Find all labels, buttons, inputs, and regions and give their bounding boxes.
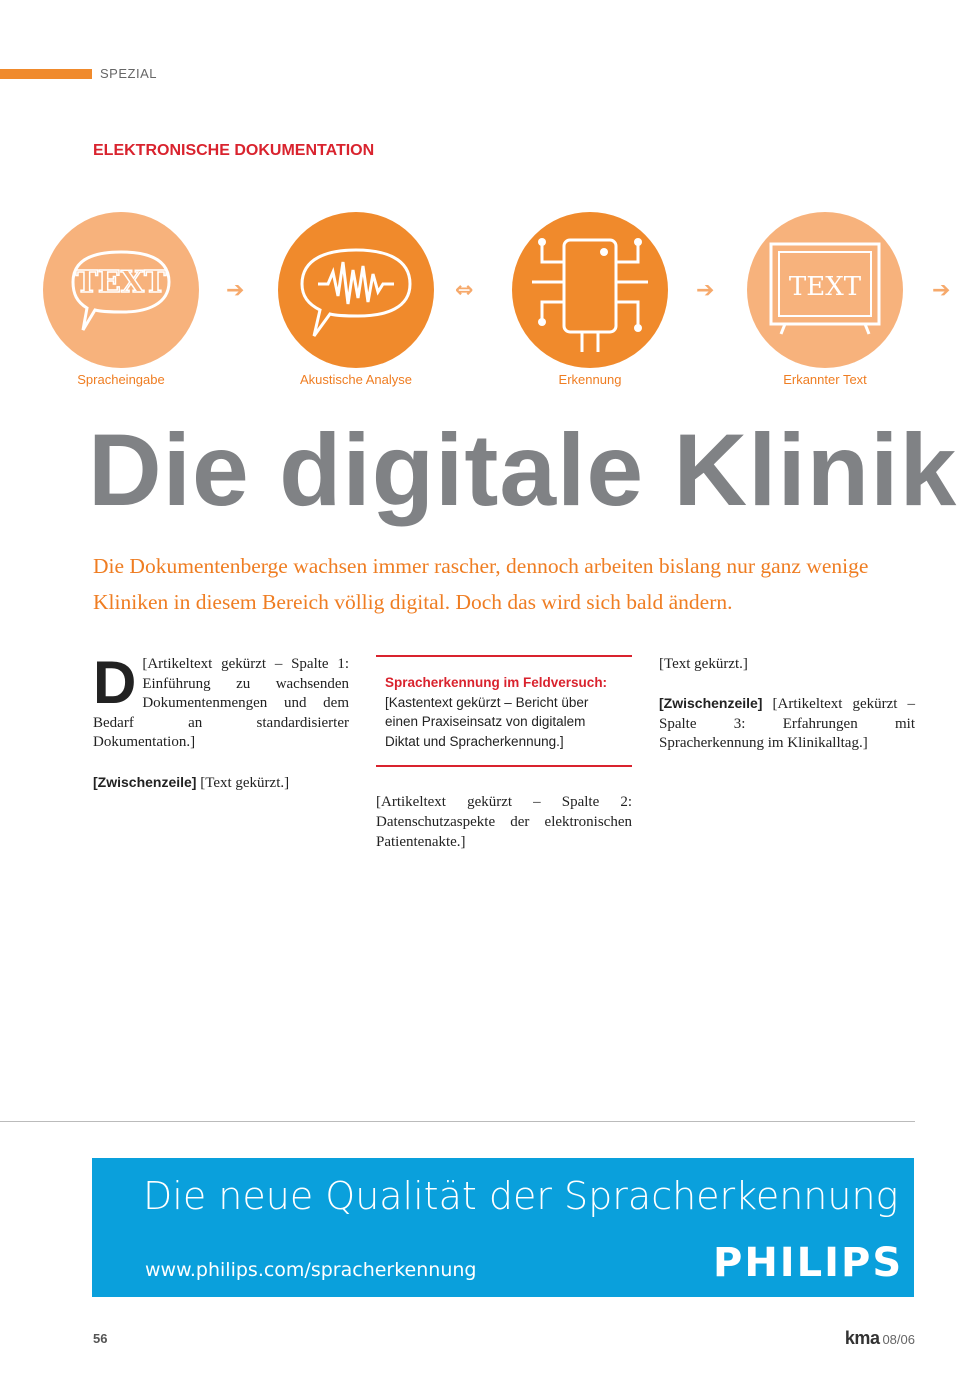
circuit-chip-icon [512,212,668,368]
icon-text-text: TEXT [788,272,862,302]
article-kicker: ELEKTRONISCHE DOKUMENTATION [93,142,375,159]
ad-title: Die neue Qualität der Spracherkennung [143,1174,899,1218]
icon-text-text: TEXT [75,265,167,300]
arrow-right-icon: ➔ [226,278,245,303]
paragraph: [Text gekürzt.] [200,774,290,791]
article-headline: Die digitale Klinik [88,413,958,527]
arrow-right-icon: ➔ [696,278,715,303]
step-label: Erkennung [558,372,622,387]
brand-logo: PHILIPS [713,1240,904,1286]
section-tag: SPEZIAL [100,66,157,81]
step-akustische-analyse [276,212,436,392]
drop-cap: D [93,649,137,716]
speech-recognition-diagram [0,212,975,392]
paragraph-lead-in: [Zwischenzeile] [93,773,197,790]
monitor-text-icon [747,212,903,368]
paragraph: [Artikeltext gekürzt – Spalte 2: Datenschutzaspekte der elektronischen Patientenakte.] [376,794,632,850]
issue-info [845,1328,915,1349]
sidebar-body: [Kastentext gekürzt – Bericht über einen Praxiseinsatz von digitalem Diktat und Spracherkennung.] [385,694,589,749]
paragraph-lead-in: [Zwischenzeile] [659,695,763,712]
article-column-3 [659,655,915,774]
speech-bubble-text-icon [43,212,199,368]
article-standfirst: Die Dokumentenberge wachsen immer rascher, dennoch arbeiten bislang nur ganz wenige Kliniken in diesem Bereich völlig digital. Doch das wird sich bald ändern. [93,554,869,614]
divider [0,1121,915,1122]
arrow-bidirectional-icon: ⇔ [455,278,474,303]
paragraph: [Artikeltext gekürzt – Spalte 3: Erfahrungen mit Spracherkennung im Klinikalltag.] [659,696,915,752]
paragraph: [Artikeltext gekürzt – Spalte 1: Einführung zu wachsenden Dokumentenmengen und dem Bedarf an standardisierter Dokumentation.] [93,656,349,751]
section-color-bar [0,69,92,79]
article-column-1 [93,649,349,813]
magazine-logo: kma [844,1328,880,1348]
paragraph: [Text gekürzt.] [659,656,748,672]
step-erkennung [510,212,670,392]
issue-number: 08/06 [882,1332,915,1347]
ad-banner[interactable] [92,1158,914,1297]
article-column-2 [376,655,632,872]
step-label: Erkannter Text [783,372,867,387]
arrow-right-icon: ➔ [932,278,951,303]
ad-url-link[interactable]: www.philips.com/spracherkennung [145,1259,477,1281]
page-number: 56 [93,1331,108,1346]
step-label: Akustische Analyse [299,372,412,387]
sidebar-box [376,655,632,767]
speech-bubble-waveform-icon [278,212,434,368]
step-spracheingabe [41,212,201,392]
step-label: Spracheingabe [77,372,165,387]
step-erkannter-text [745,212,905,392]
sidebar-title: Spracherkennung im Feldversuch: [385,675,608,690]
